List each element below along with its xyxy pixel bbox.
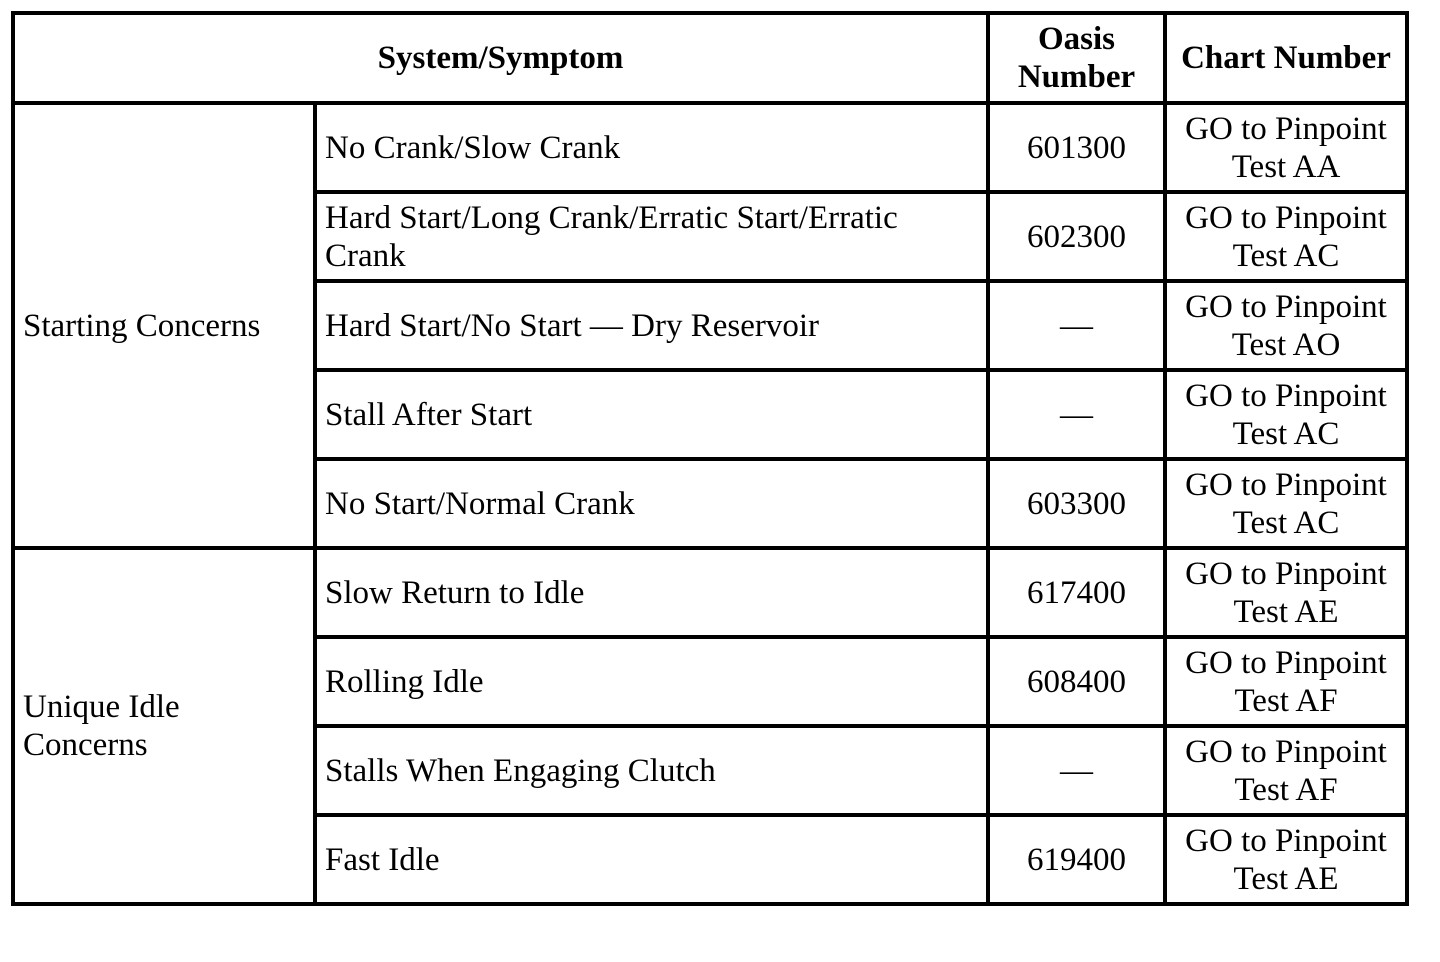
header-system-symptom: System/Symptom bbox=[13, 13, 988, 103]
symptom-cell: Stalls When Engaging Clutch bbox=[315, 726, 988, 815]
table-row bbox=[13, 103, 1407, 192]
oasis-number-cell: — bbox=[988, 726, 1165, 815]
chart-number-cell: GO to Pinpoint Test AO bbox=[1165, 281, 1407, 370]
symptom-cell: Hard Start/Long Crank/Erratic Start/Erratic Crank bbox=[315, 192, 988, 281]
symptom-cell: No Crank/Slow Crank bbox=[315, 103, 988, 192]
chart-number-cell: GO to Pinpoint Test AF bbox=[1165, 726, 1407, 815]
symptom-chart-table bbox=[11, 11, 1409, 906]
chart-number-cell: GO to Pinpoint Test AE bbox=[1165, 815, 1407, 904]
group-label-unique-idle-concerns: Unique Idle Concerns bbox=[13, 548, 315, 904]
oasis-number-cell: 603300 bbox=[988, 459, 1165, 548]
oasis-number-cell: 608400 bbox=[988, 637, 1165, 726]
group-label-starting-concerns: Starting Concerns bbox=[13, 103, 315, 548]
chart-number-cell: GO to Pinpoint Test AA bbox=[1165, 103, 1407, 192]
oasis-number-cell: 601300 bbox=[988, 103, 1165, 192]
symptom-cell: No Start/Normal Crank bbox=[315, 459, 988, 548]
symptom-cell: Hard Start/No Start — Dry Reservoir bbox=[315, 281, 988, 370]
oasis-number-cell: — bbox=[988, 281, 1165, 370]
oasis-number-cell: 617400 bbox=[988, 548, 1165, 637]
header-chart-number: Chart Number bbox=[1165, 13, 1407, 103]
symptom-cell: Slow Return to Idle bbox=[315, 548, 988, 637]
oasis-number-cell: 602300 bbox=[988, 192, 1165, 281]
chart-number-cell: GO to Pinpoint Test AC bbox=[1165, 370, 1407, 459]
symptom-cell: Stall After Start bbox=[315, 370, 988, 459]
table-row bbox=[13, 548, 1407, 637]
oasis-number-cell: — bbox=[988, 370, 1165, 459]
symptom-cell: Fast Idle bbox=[315, 815, 988, 904]
oasis-number-cell: 619400 bbox=[988, 815, 1165, 904]
symptom-cell: Rolling Idle bbox=[315, 637, 988, 726]
header-oasis-number: Oasis Number bbox=[988, 13, 1165, 103]
chart-number-cell: GO to Pinpoint Test AF bbox=[1165, 637, 1407, 726]
chart-number-cell: GO to Pinpoint Test AC bbox=[1165, 192, 1407, 281]
header-row bbox=[13, 13, 1407, 103]
chart-number-cell: GO to Pinpoint Test AC bbox=[1165, 459, 1407, 548]
chart-number-cell: GO to Pinpoint Test AE bbox=[1165, 548, 1407, 637]
